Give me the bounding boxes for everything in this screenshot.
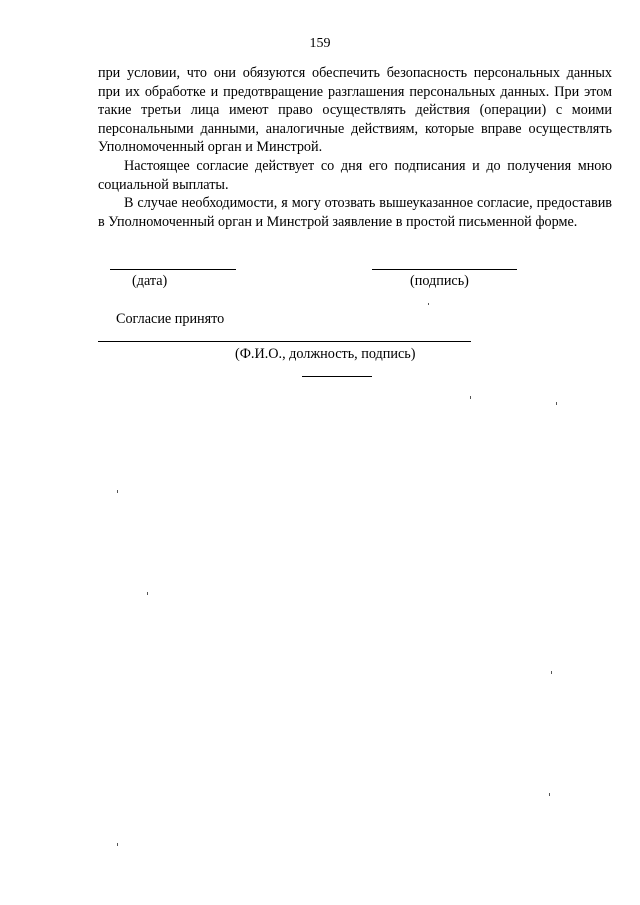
scan-speck <box>147 592 148 595</box>
date-line <box>110 269 236 270</box>
paragraph-validity: Настоящее согласие действует со дня его подписания и до получения мною социальной выплаты. <box>98 157 612 193</box>
paragraph-revocation: В случае необходимости, я могу отозвать вышеуказанное согласие, предоставив в Уполномоченный орган и Минстрой заявление в простой письменной форме. <box>98 195 612 230</box>
signature-label: (подпись) <box>410 273 469 289</box>
scan-speck <box>117 490 118 493</box>
scan-speck <box>428 303 429 305</box>
official-underline <box>302 376 372 377</box>
signature-line <box>372 269 517 270</box>
page-number: 159 <box>309 36 331 51</box>
official-line <box>98 341 471 342</box>
scan-speck <box>549 793 550 796</box>
paragraph-consent-continuation: при условии, что они обязуются обеспечить безопасность персональных данных при их обработке и предотвращение разглашения персональных данных. При этом такие третьи лица имеют право осуществлять действия (операции) с моими персональными данными, аналогичные действиям, которые вправе осуществлять Уполномоченный орган и Минстрой. <box>98 65 612 156</box>
scan-speck <box>117 843 118 846</box>
date-label: (дата) <box>132 273 168 289</box>
scan-speck <box>551 671 552 674</box>
official-label: (Ф.И.О., должность, подпись) <box>235 346 416 362</box>
scan-speck <box>556 402 557 405</box>
accepted-label: Согласие принято <box>116 311 225 327</box>
scan-speck <box>470 396 471 399</box>
document-body <box>98 64 612 231</box>
